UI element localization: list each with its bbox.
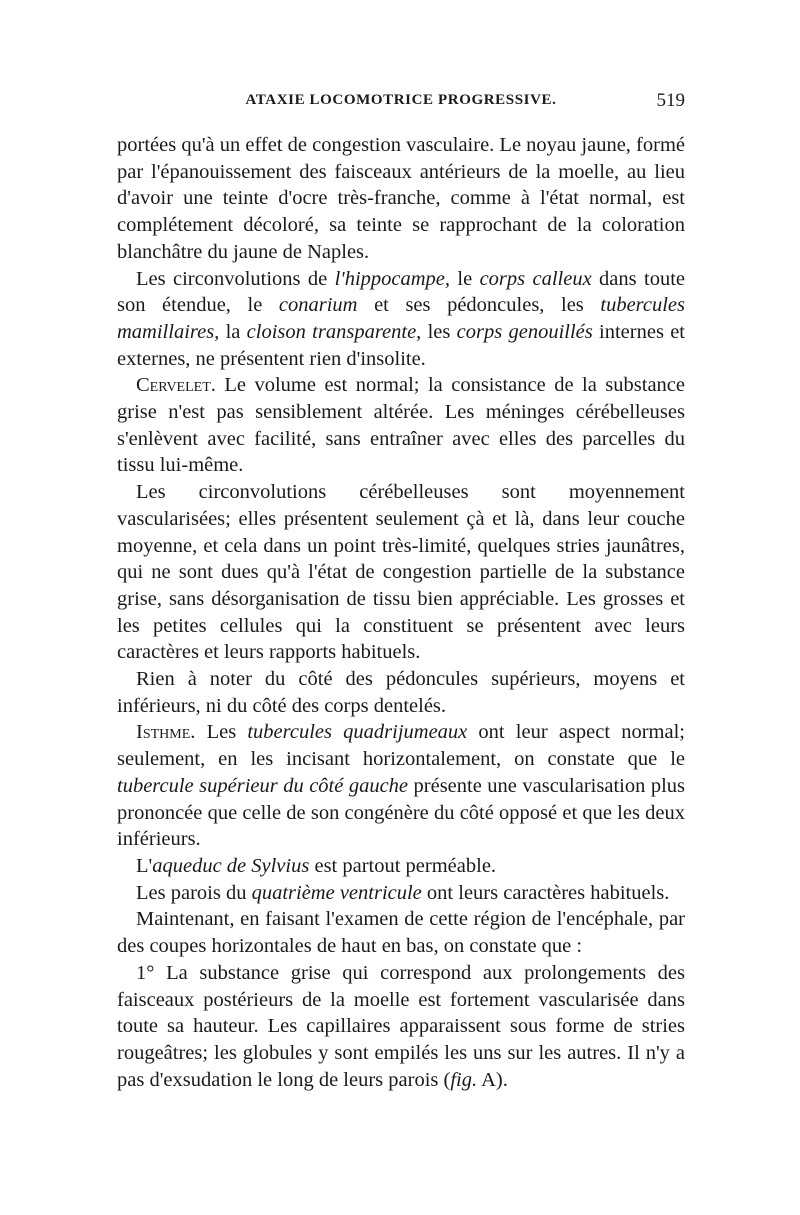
text-run: A).	[477, 1068, 508, 1091]
italic-term: tubercules mamillaires,	[117, 294, 686, 343]
text-run: les	[421, 320, 457, 343]
text-run: 1° La substance grise qui correspond aux prolongements des faisceaux postérieurs de la moelle est fortement vascularisée dans toute sa hauteur. Les capillaires apparaissent sous forme de stries rougeâtres; les globules y sont empilés les uns sur les autres. Il n'y a pas d'exsudation le long de leurs parois (	[117, 961, 685, 1091]
italic-term: l'hippocampe,	[334, 267, 451, 290]
body-text	[117, 132, 685, 1093]
italic-term: quatrième ventricule	[251, 881, 422, 904]
italic-term: cloison transparente,	[246, 320, 422, 343]
italic-term: conarium	[278, 294, 358, 317]
section-label: Isthme.	[136, 721, 196, 744]
paragraph-circonvolutions-cerebelleuses	[117, 479, 685, 666]
paragraph-substance-grise	[117, 960, 685, 1094]
text-run: présente une vascularisation plus prononcée que celle de son congénère du côté opposé et que les deux inférieurs.	[117, 774, 686, 851]
text-run: le	[450, 267, 480, 290]
italic-term: tubercules quadrijumeaux	[247, 721, 468, 744]
text-run: internes et externes, ne présentent rien d'insolite.	[117, 320, 685, 370]
text-run: L'	[136, 854, 153, 877]
paragraph-noyau-jaune	[117, 132, 685, 266]
paragraph-circonvolutions	[117, 266, 685, 373]
italic-term: fig.	[450, 1068, 478, 1091]
paragraph-isthme	[117, 719, 685, 853]
paragraph-aqueduc	[117, 853, 685, 880]
text-run: Le volume est normal; la consistance de la substance grise n'est pas sensiblement altérée. Les méninges cérébelleuses s'enlèvent avec facilité, sans entraîner avec elles des parcelles du tissu lui-même.	[117, 374, 685, 477]
text-run: Les circonvolutions de	[136, 267, 335, 290]
text-run: ont leurs caractères habituels.	[421, 881, 670, 904]
page-header	[117, 92, 685, 118]
text-run: est partout perméable.	[309, 854, 497, 877]
text-run: dans toute son étendue, le	[117, 267, 686, 317]
italic-term: tubercule supérieur du côté gauche	[117, 774, 409, 797]
paragraph-text: portées qu'à un effet de congestion vasculaire. Le noyau jaune, formé par l'épanouissement des faisceaux antérieurs de la moelle, au lieu d'avoir une teinte d'ocre très-franche, comme à l'état normal, est complétement décoloré, sa teinte se rapprochant de la coloration blanchâtre du jaune de Naples.	[117, 134, 685, 263]
section-label: Cervelet.	[136, 374, 216, 397]
paragraph-text: Les circonvolutions cérébelleuses sont moyennement vascularisées; elles présentent seulement çà et là, dans leur couche moyenne, et cela dans un point très-limité, quelques stries jaunâtres, qui ne sont dues qu'à l'état de congestion partielle de la substance grise, sans désorganisation de tissu bien appréciable. Les grosses et les petites cellules qui la constituent se présentent avec leurs caractères et leurs rapports habituels.	[117, 481, 685, 664]
text-run: la	[219, 320, 247, 343]
text-run: ont leur aspect normal; seulement, en les incisant horizontalement, on constate que le	[117, 721, 685, 771]
paragraph-pedoncules	[117, 666, 685, 719]
italic-term: corps calleux	[479, 267, 592, 290]
paragraph-quatrieme-ventricule	[117, 880, 685, 907]
paragraph-cervelet	[117, 372, 685, 479]
italic-term: aqueduc de Sylvius	[152, 854, 310, 877]
running-title: ATAXIE LOCOMOTRICE PROGRESSIVE.	[245, 92, 557, 108]
paragraph-text: Rien à noter du côté des pédoncules supérieurs, moyens et inférieurs, ni du côté des corps dentelés.	[117, 668, 685, 717]
page-number: 519	[656, 90, 685, 111]
text-run: Les	[195, 721, 248, 744]
text-run: et ses pédoncules, les	[357, 294, 601, 317]
paragraph-text: Maintenant, en faisant l'examen de cette région de l'encéphale, par des coupes horizontales de haut en bas, on constate que :	[117, 908, 685, 958]
paragraph-maintenant	[117, 906, 685, 959]
text-run: Les parois du	[136, 881, 252, 904]
italic-term: corps genouillés	[456, 320, 593, 343]
